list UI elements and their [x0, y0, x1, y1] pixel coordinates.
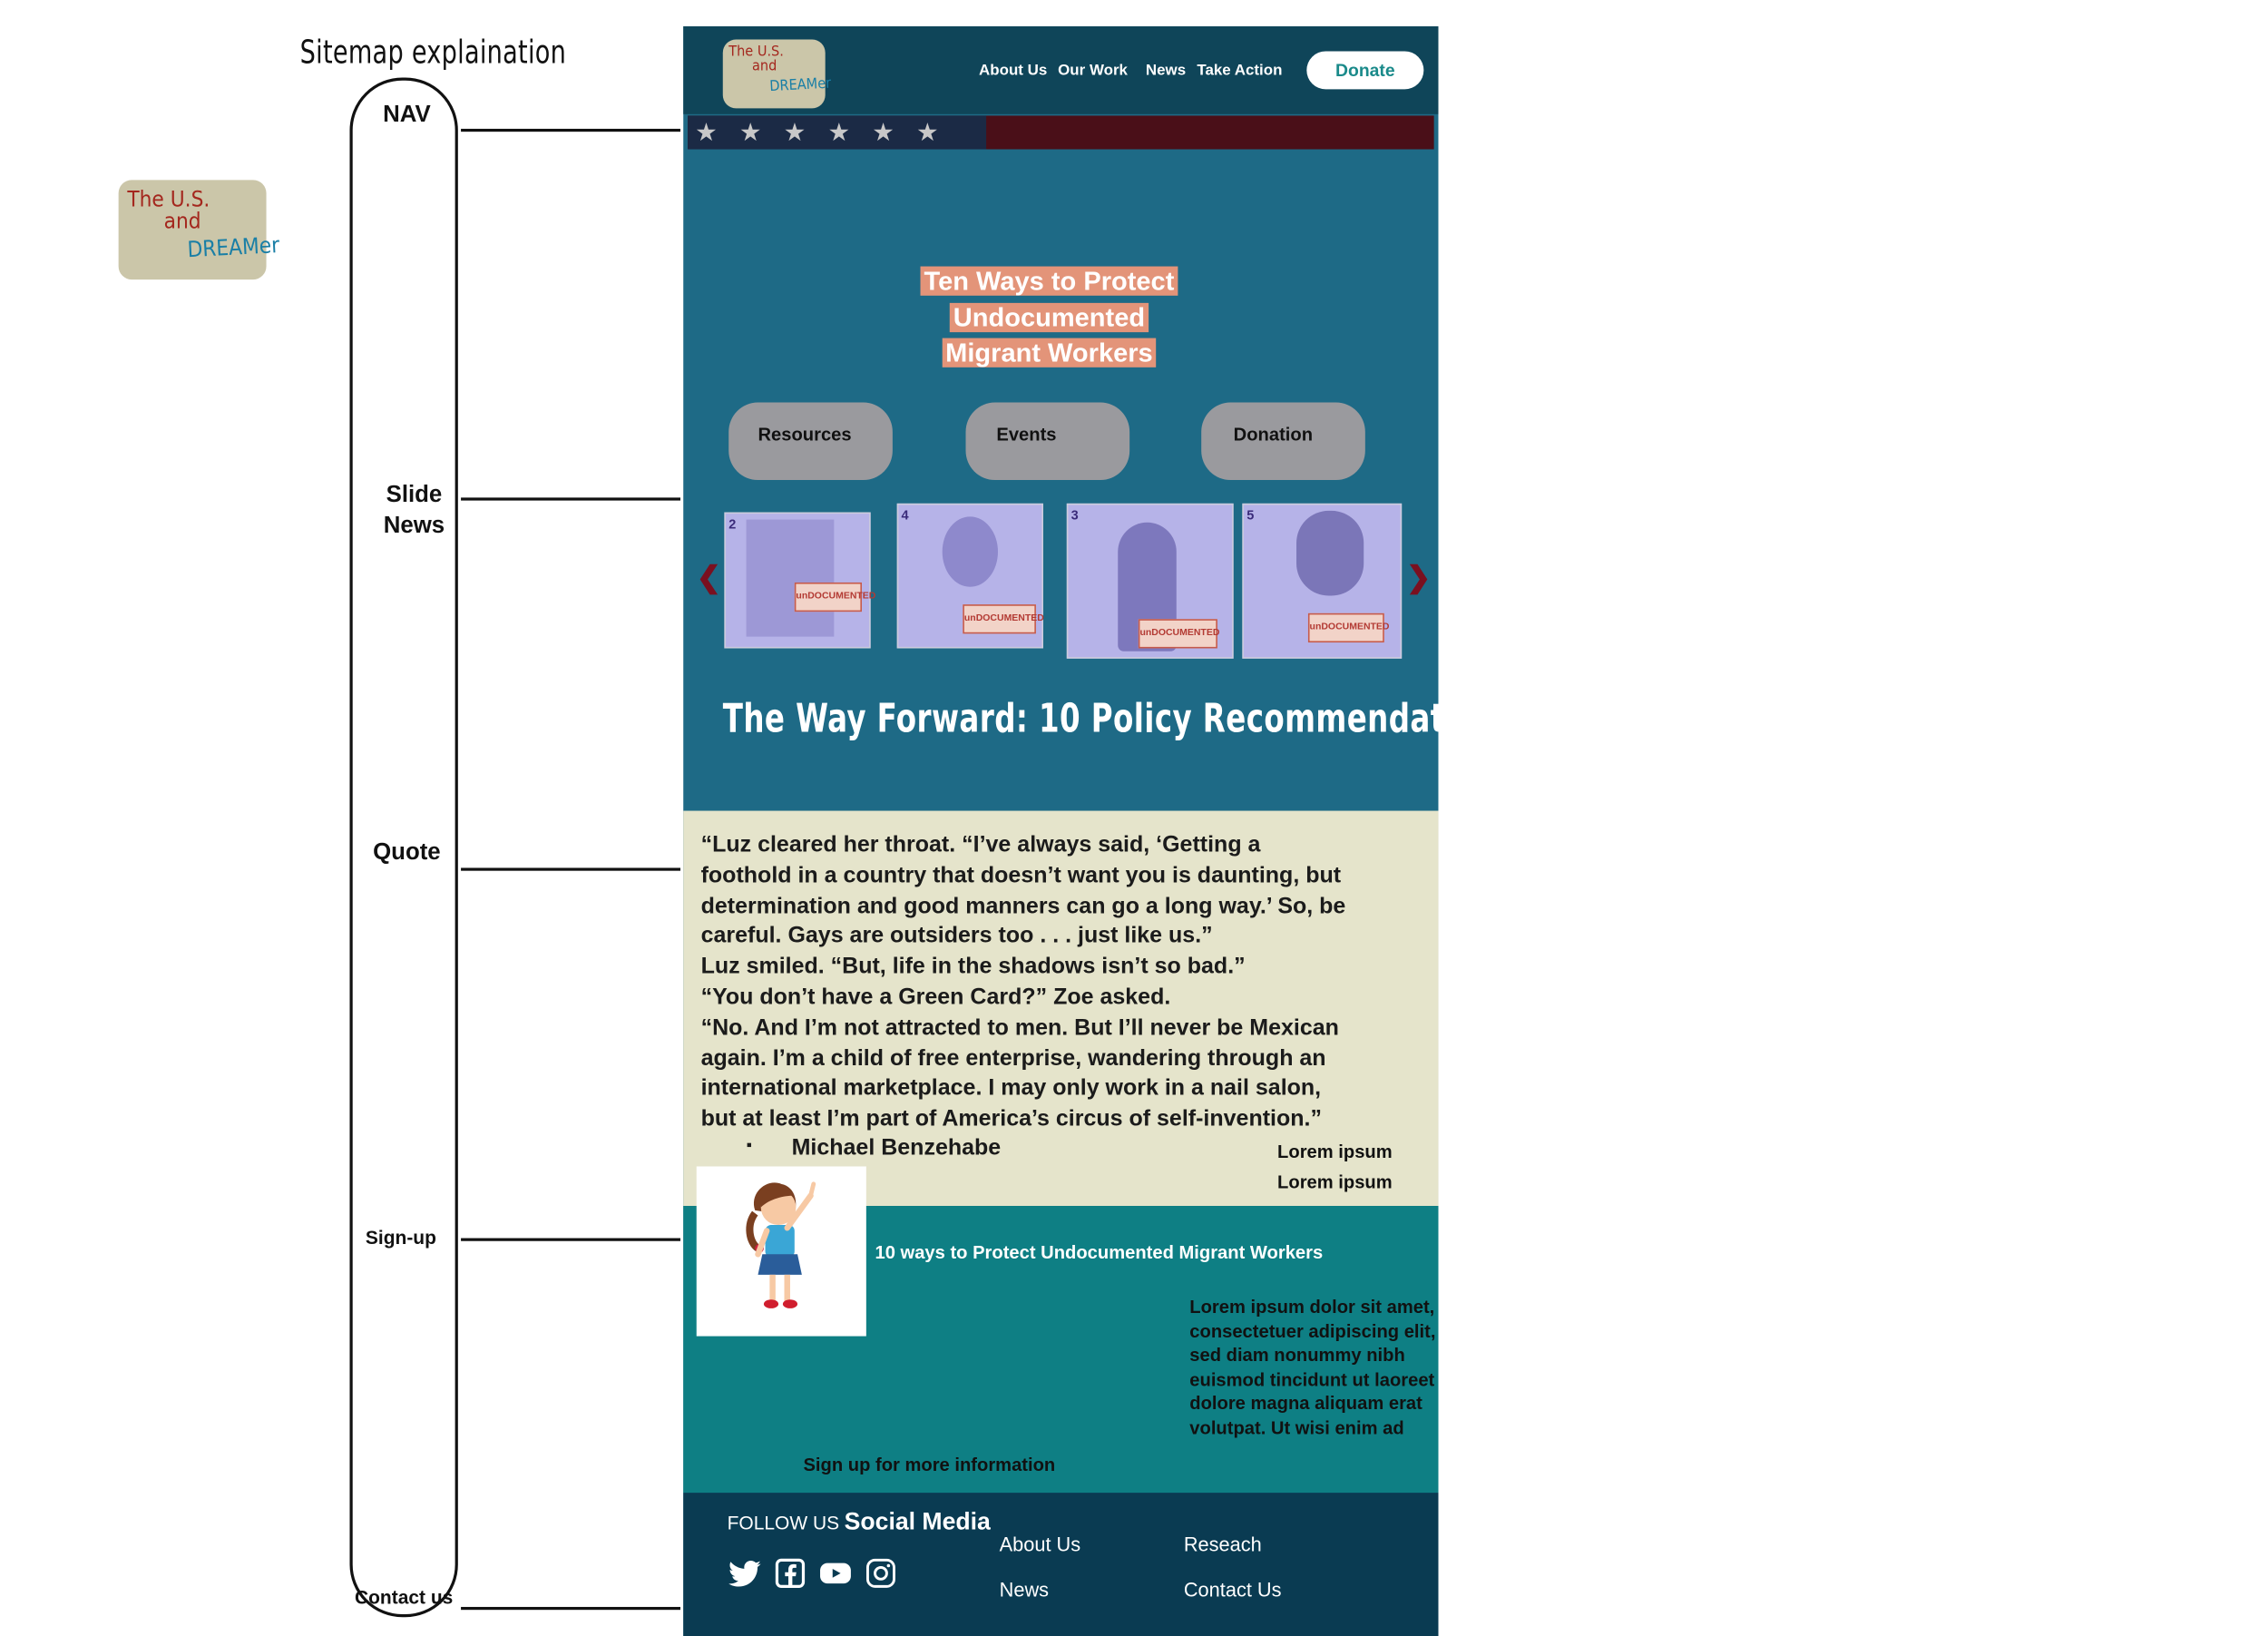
nav-logo-line1: The U.S. — [728, 44, 784, 61]
quote-line: international marketplace. I may only work in a nail salon, — [700, 1076, 1322, 1102]
sitemap-title: Sitemap explaination — [299, 34, 567, 73]
youtube-icon[interactable] — [818, 1556, 854, 1592]
sitemap-connector-contact — [461, 1607, 680, 1610]
follow-us-label: FOLLOW US — [727, 1512, 840, 1534]
footer-link-research[interactable]: Reseach — [1183, 1533, 1262, 1556]
sitemap-label-nav: NAV — [383, 102, 431, 128]
slider-prev-arrow[interactable]: ❮ — [696, 562, 721, 594]
stars-band: ★★★★★★ — [688, 115, 986, 149]
twitter-icon[interactable] — [728, 1556, 763, 1592]
nav-logo-line3: DREAMer — [768, 75, 832, 95]
nav-link-about[interactable]: About Us — [979, 61, 1048, 80]
news-slide[interactable] — [1067, 504, 1234, 659]
nav-link-news[interactable]: News — [1145, 61, 1187, 80]
donate-button[interactable]: Donate — [1306, 51, 1423, 89]
facebook-icon[interactable] — [773, 1556, 808, 1592]
quote-text — [701, 831, 1403, 1135]
signup-title: 10 ways to Protect Undocumented Migrant Workers — [875, 1242, 1324, 1263]
sitemap-label-signup: Sign-up — [365, 1226, 436, 1249]
slide-tag: unDOCUMENTED — [795, 583, 862, 612]
slide-photo — [747, 520, 835, 637]
slide-number: 2 — [728, 516, 737, 532]
sitemap-label-slide: Slide — [386, 483, 443, 508]
nav-link-our-work[interactable]: Our Work — [1058, 61, 1128, 80]
side-note: Lorem ipsum — [1277, 1171, 1393, 1193]
sitemap-label-news: News — [383, 514, 445, 539]
sitemap-connector-nav — [461, 129, 680, 132]
signup-body: Lorem ipsum dolor sit amet, consectetuer adipiscing elit, sed diam nonummy nibh euismod tincidunt ut laoreet dolore magna aliquam erat volutpat. Ut wisi enim ad — [1189, 1297, 1436, 1439]
sitemap-label-quote: Quote — [373, 839, 441, 866]
slide-number: 4 — [901, 507, 909, 523]
logo-line3: DREAMer — [186, 231, 280, 263]
sitemap-connector-slide — [461, 497, 680, 500]
hero-title-line: Migrant Workers — [943, 338, 1156, 367]
sitemap-connector-quote — [461, 867, 680, 870]
nav-logo-line2: and — [752, 58, 777, 75]
author-bullet: ▪ — [746, 1137, 752, 1155]
slide-tag: unDOCUMENTED — [1308, 613, 1384, 642]
slide-photo — [943, 516, 998, 586]
signup-link[interactable]: Sign up for more information — [803, 1455, 1056, 1475]
website-mockup — [683, 26, 1516, 1636]
quote-line: again. I’m a child of free enterprise, wandering through an — [700, 1045, 1326, 1071]
flag-stripe — [688, 115, 1434, 149]
logo-line1: The U.S. — [127, 185, 210, 212]
footer-link-news[interactable]: News — [999, 1579, 1050, 1602]
nav-link-take-action[interactable]: Take Action — [1197, 61, 1283, 80]
hero-title-line: Ten Ways to Protect — [921, 267, 1177, 296]
quote-line: careful. Gays are outsiders too . . . just like us.” — [700, 924, 1213, 949]
quote-author: Michael Benzehabe — [791, 1135, 1002, 1161]
girl-illustration — [697, 1166, 866, 1336]
resources-button[interactable]: Resources — [728, 403, 893, 480]
side-note: Lorem ipsum — [1277, 1141, 1393, 1162]
signup-section — [683, 1206, 1438, 1493]
news-slide[interactable] — [897, 504, 1043, 649]
quote-line: foothold in a country that doesn’t want you is daunting, but — [700, 863, 1342, 888]
top-nav — [683, 26, 1438, 114]
quote-line: “No. And I’m not attracted to men. But I’ll never be Mexican — [700, 1014, 1339, 1041]
social-media-heading: Social Media — [844, 1508, 991, 1535]
quote-line: but at least I’m part of America’s circus of self-invention.” — [700, 1106, 1323, 1132]
hero-title — [917, 263, 1180, 371]
slide-tag: unDOCUMENTED — [1139, 619, 1217, 648]
footer-link-contact[interactable]: Contact Us — [1183, 1579, 1282, 1602]
footer-link-about[interactable]: About Us — [999, 1533, 1081, 1556]
quote-line: determination and good manners can go a long way.’ So, be — [700, 893, 1346, 919]
events-button[interactable]: Events — [966, 403, 1130, 480]
logo-line2: and — [163, 208, 201, 235]
slider-next-arrow[interactable]: ❯ — [1405, 562, 1432, 594]
sitemap-connector-signup — [461, 1239, 680, 1241]
sitemap-label-contact: Contact us — [354, 1586, 454, 1609]
news-slide[interactable] — [1242, 504, 1402, 659]
slide-number: 5 — [1246, 507, 1255, 523]
hero-title-line: Undocumented — [951, 302, 1149, 331]
instagram-icon[interactable] — [864, 1556, 899, 1592]
sitemap-label-slide-news — [357, 480, 472, 542]
news-slide[interactable] — [724, 513, 876, 649]
quote-section — [683, 811, 1438, 1206]
quote-line: Luz smiled. “But, life in the shadows isn’t so bad.” — [700, 954, 1246, 980]
girl-illustration-icon — [697, 1166, 866, 1336]
brand-logo-large — [119, 180, 280, 279]
donation-button[interactable]: Donation — [1201, 403, 1365, 480]
slide-number: 3 — [1070, 507, 1079, 523]
footer — [683, 1493, 1438, 1636]
policy-heading: The Way Forward: 10 Policy Recommendations — [722, 696, 1516, 742]
slide-tag: unDOCUMENTED — [963, 604, 1036, 633]
slide-photo — [1296, 511, 1364, 596]
quote-line: “Luz cleared her throat. “I’ve always said, ‘Getting a — [700, 832, 1261, 858]
quote-line: “You don’t have a Green Card?” Zoe asked. — [700, 985, 1171, 1010]
nav-logo[interactable] — [723, 40, 832, 109]
